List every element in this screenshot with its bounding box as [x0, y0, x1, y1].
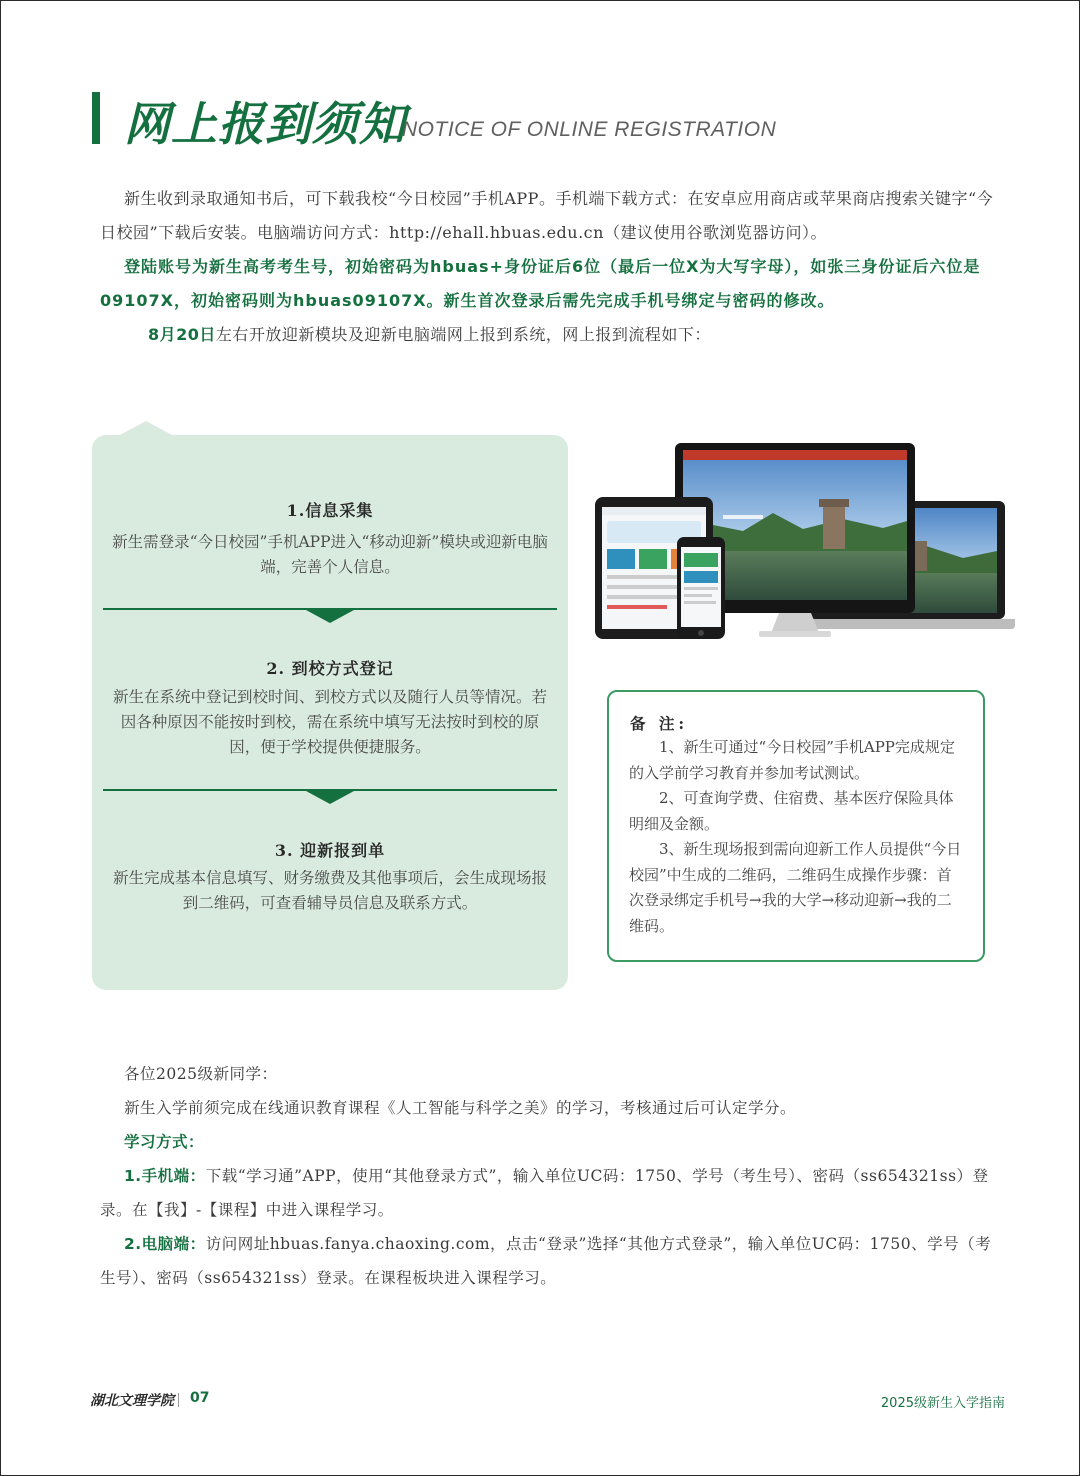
note-item-3: 3、新生现场报到需向迎新工作人员提供“今日校园”中生成的二维码，二维码生成操作步骤：首次登录绑定手机号→我的大学→移动迎新→我的二维码。 — [629, 840, 962, 935]
down-arrow-icon — [306, 791, 354, 804]
course-greeting: 各位2025级新同学： — [124, 1065, 278, 1083]
down-arrow-icon — [306, 610, 354, 623]
mobile-text: 下载“学习通”APP，使用“其他登录方式”，输入单位UC码：1750、学号（考生号）、密码（ss654321ss）登录。在【我】-【课程】中进入课程学习。 — [100, 1167, 989, 1219]
note-item-2: 2、可查询学费、住宿费、基本医疗保险具体明细及金额。 — [629, 789, 954, 833]
step-1-title: 1.信息采集 — [286, 501, 374, 520]
page-title: 网上报到须知 — [124, 97, 406, 151]
intro-paragraph-download: 新生收到录取通知书后，可下载我校“今日校园”手机APP。手机端下载方式：在安卓应用商店或苹果商店搜索关键字“今日校园”下载后安装。电脑端访问方式：http://ehall.hbuas.edu.cn（建议使用谷歌浏览器访问）。 — [100, 189, 994, 242]
course-intro: 新生入学前须完成在线通识教育课程《人工智能与科学之美》的学习，考核通过后可认定学分。 — [124, 1099, 797, 1117]
pc-label: 2.电脑端： — [124, 1235, 206, 1253]
pc-text: 访问网址hbuas.fanya.chaoxing.com，点击“登录”选择“其他方式登录”，输入单位UC码：1750、学号（考生号）、密码（ss654321ss）登录。在课程板块进入课程学习。 — [100, 1235, 992, 1287]
mobile-method — [100, 1159, 1005, 1227]
page-number: 07 — [190, 1390, 210, 1406]
pc-method — [100, 1227, 1005, 1295]
schedule-text: 左右开放迎新模块及迎新电脑端网上报到系统，网上报到流程如下： — [215, 325, 711, 344]
note-item-1: 1、新生可通过“今日校园”手机APP完成规定的入学前学习教育并参加考试测试。 — [629, 738, 955, 782]
step-2-body: 新生在系统中登记到校时间、到校方式以及随行人员等情况。若因各种原因不能按时到校，需在系统中填写无法按时到校的原因，便于学校提供便捷服务。 — [112, 688, 547, 756]
step-3-body: 新生完成基本信息填写、财务缴费及其他事项后，会生成现场报到二维码，可查看辅导员信息及联系方式。 — [112, 869, 547, 912]
intro-paragraph-schedule — [100, 318, 1005, 352]
title-accent-bar — [92, 92, 100, 144]
step-2-title: 2. 到校方式登记 — [266, 659, 394, 678]
panel-notch — [118, 421, 174, 436]
open-date: 8月20日 — [148, 325, 216, 344]
method-title: 学习方式： — [124, 1133, 205, 1151]
phone-icon — [677, 537, 725, 639]
mobile-label: 1.手机端： — [124, 1167, 206, 1185]
intro-paragraph-account: 登陆账号为新生高考考生号，初始密码为hbuas+身份证后6位（最后一位X为大写字母），如张三身份证后六位是09107X，初始密码则为hbuas09107X。新生首次登录后需先完成手机号绑定与密码的修改。 — [100, 257, 981, 310]
notes-title: 备 注: — [630, 714, 689, 733]
step-1-body: 新生需登录“今日校园”手机APP进入“移动迎新”模块或迎新电脑端，完善个人信息。 — [112, 533, 548, 576]
footer-school: 湖北文理学院 — [90, 1393, 174, 1409]
footer-guide-title: 2025级新生入学指南 — [880, 1396, 1005, 1411]
page-subtitle: NOTICE OF ONLINE REGISTRATION — [402, 118, 777, 141]
footer-separator — [178, 1393, 179, 1407]
devices-illustration — [583, 433, 1015, 681]
step-3-title: 3. 迎新报到单 — [274, 841, 386, 860]
